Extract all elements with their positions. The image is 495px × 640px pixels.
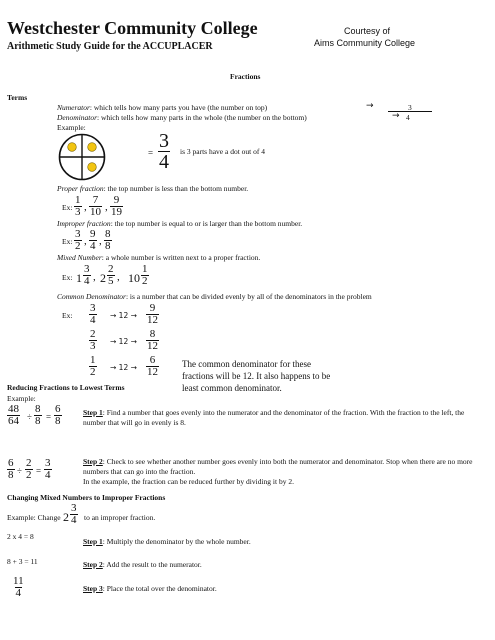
- improper-fraction: [74, 229, 82, 252]
- numerator-arrow-icon: →: [366, 101, 374, 111]
- change-step1-text: : Multiply the denominator by the whole number.: [102, 537, 251, 546]
- changing-example-pre: Example: Change: [7, 513, 61, 522]
- proper-fraction: [110, 195, 123, 218]
- reducing-example-label: Example:: [7, 394, 36, 403]
- terms-heading: Terms: [7, 93, 28, 102]
- fraction-numerator: 3: [45, 457, 51, 469]
- reduce-fraction: [25, 458, 33, 481]
- reducing-heading: Reducing Fractions to Lowest Terms: [7, 383, 125, 392]
- change-mixed-whole: 2: [63, 510, 69, 524]
- proper-text: : the top number is less than the bottom number.: [103, 184, 249, 193]
- fraction-numerator: 3: [71, 502, 77, 514]
- reduce-fraction: [44, 458, 52, 481]
- change-step2-label: Step 2: [83, 560, 103, 569]
- common-definition: [57, 292, 372, 301]
- fraction-denominator: 2: [26, 469, 32, 481]
- common-arrow-icon: → 12 →: [110, 337, 137, 346]
- mixed-label: Mixed Number: [57, 253, 102, 262]
- fraction-denominator: 4: [15, 587, 22, 599]
- mixed-fraction: [107, 264, 115, 287]
- comma: ,: [84, 201, 87, 213]
- step2-label: Step 2: [83, 457, 103, 466]
- fraction-denominator: 5: [108, 275, 114, 287]
- fraction-denominator: 3: [75, 206, 81, 218]
- numerator-definition: [57, 103, 267, 112]
- side-numerator: 3: [408, 103, 412, 112]
- divide-sign: ÷: [27, 412, 32, 422]
- fraction-denominator: 8: [8, 469, 14, 481]
- equals-sign: =: [36, 466, 42, 476]
- big-fraction: [158, 131, 170, 172]
- step1-reduce: [83, 408, 488, 428]
- fraction-numerator: 8: [149, 328, 156, 340]
- fraction-denominator: 2: [75, 240, 81, 252]
- college-title: Westchester Community College: [7, 18, 258, 38]
- fraction-numerator: 9: [149, 302, 156, 314]
- courtesy-line-1: Courtesy of: [344, 26, 391, 36]
- denominator-arrow-icon: →: [392, 111, 400, 121]
- common-text: : is a number that can be divided evenly by all of the denominators in the problem: [125, 292, 372, 301]
- fraction-denominator: 12: [147, 314, 158, 326]
- fraction-numerator: 11: [13, 575, 24, 587]
- improper-fraction: [104, 229, 112, 252]
- fraction-numerator: 48: [8, 403, 19, 415]
- fraction-numerator: 2: [90, 328, 96, 340]
- fraction-numerator: 1: [75, 194, 81, 206]
- fraction-denominator: 2: [142, 275, 148, 287]
- calc-add: 8 + 3 = 11: [7, 557, 38, 566]
- common-result-fraction: [146, 303, 159, 326]
- change-step3: [83, 584, 217, 593]
- divide-sign: ÷: [17, 466, 22, 476]
- common-result-fraction: [146, 329, 159, 352]
- section-title: Fractions: [230, 72, 261, 81]
- common-label: Common Denominator: [57, 292, 126, 301]
- changing-heading: Changing Mixed Numbers to Improper Fractions: [7, 493, 166, 502]
- fraction-denominator: 4: [45, 469, 51, 481]
- fraction-denominator: 2: [90, 366, 96, 378]
- numerator-label: Numerator: [57, 103, 90, 112]
- fraction-denominator: 4: [84, 275, 90, 287]
- fraction-numerator: 6: [55, 403, 61, 415]
- terms-equals: =: [148, 148, 154, 158]
- fraction-numerator: 8: [105, 228, 111, 240]
- change-step1-label: Step 1: [83, 537, 103, 546]
- common-arrow-icon: → 12 →: [110, 363, 137, 372]
- change-mixed-fraction: [70, 503, 78, 526]
- step2-reduce: [83, 457, 488, 477]
- fraction-denominator: 19: [111, 206, 122, 218]
- fraction-numerator: 1: [90, 354, 96, 366]
- proper-label: Proper fraction: [57, 184, 104, 193]
- fraction-numerator: 1: [142, 263, 148, 275]
- denominator-text: : which tells how many parts in the whole (the number on the bottom): [97, 113, 307, 122]
- courtesy-line-2: Aims Community College: [314, 38, 416, 48]
- equals-sign: =: [46, 412, 52, 422]
- big-numerator: 3: [159, 130, 169, 152]
- change-step3-label: Step 3: [83, 584, 103, 593]
- fraction-denominator: 12: [147, 366, 158, 378]
- fraction-numerator: 2: [108, 263, 114, 275]
- improper-result-fraction: [12, 576, 25, 599]
- numerator-text: : which tells how many parts you have (the number on top): [89, 103, 268, 112]
- improper-fraction: [89, 229, 97, 252]
- mixed-definition: [57, 253, 260, 262]
- mixed-ex-label: Ex:: [62, 273, 73, 282]
- side-denominator: 4: [406, 113, 410, 122]
- proper-definition: [57, 184, 248, 193]
- common-fraction: [89, 329, 97, 352]
- reduce-fraction: [54, 404, 62, 427]
- fraction-denominator: 3: [90, 340, 96, 352]
- step2-text: : Check to see whether another number goes evenly into both the numerator and denominator. Stop when there are no more numbers that can go into the fraction.: [83, 457, 473, 476]
- comma: ,: [99, 235, 102, 247]
- common-denominator-note: The common denominator for these fractions will be 12. It also happens to be least common denominator.: [182, 359, 331, 393]
- changing-example-post: to an improper fraction.: [84, 513, 156, 522]
- common-fraction: [89, 303, 97, 326]
- improper-text: : the top number is equal to or is larger than the bottom number.: [110, 219, 303, 228]
- mixed-fraction: [83, 264, 91, 287]
- denominator-label: Denominator: [57, 113, 97, 122]
- step1-label: Step 1: [83, 408, 103, 417]
- mixed-text: : a whole number is written next to a proper fraction.: [101, 253, 261, 262]
- fraction-numerator: 3: [84, 263, 90, 275]
- mixed-fraction: [141, 264, 149, 287]
- fraction-denominator: 8: [105, 240, 111, 252]
- change-step3-text: : Place the total over the denominator.: [102, 584, 217, 593]
- step1-text: : Find a number that goes evenly into the numerator and the denominator of the fraction. With the fraction to the left, the number that will go in evenly is 8.: [83, 408, 465, 427]
- comma: ,: [117, 271, 120, 283]
- common-ex-label: Ex:: [62, 311, 73, 320]
- calc-multiply: 2 x 4 = 8: [7, 532, 34, 541]
- fraction-numerator: 3: [75, 228, 81, 240]
- fraction-denominator: 4: [90, 314, 96, 326]
- fraction-denominator: 8: [35, 415, 41, 427]
- fraction-numerator: 2: [26, 457, 32, 469]
- reduce-fraction: [7, 458, 15, 481]
- fraction-numerator: 6: [8, 457, 14, 469]
- mixed-whole: 1: [76, 271, 82, 285]
- change-step2-text: : Add the result to the numerator.: [102, 560, 202, 569]
- fraction-numerator: 3: [90, 302, 96, 314]
- comma: ,: [93, 271, 96, 283]
- proper-ex-label: Ex:: [62, 203, 73, 212]
- common-arrow-icon: → 12 →: [110, 311, 137, 320]
- change-step1: [83, 537, 251, 546]
- common-result-fraction: [146, 355, 159, 378]
- fraction-denominator: 4: [90, 240, 96, 252]
- fraction-denominator: 8: [55, 415, 61, 427]
- improper-label: Improper fraction: [57, 219, 111, 228]
- fraction-numerator: 8: [35, 403, 41, 415]
- mixed-whole: 10: [128, 271, 140, 285]
- proper-fraction: [89, 195, 102, 218]
- fraction-denominator: 4: [71, 514, 77, 526]
- reduce-fraction: [34, 404, 42, 427]
- improper-ex-label: Ex:: [62, 237, 73, 246]
- fraction-denominator: 64: [8, 415, 19, 427]
- change-step2: [83, 560, 202, 569]
- quartered-circle-icon: [57, 132, 107, 182]
- fraction-numerator: 9: [113, 194, 120, 206]
- improper-definition: [57, 219, 302, 228]
- big-fraction-caption: is 3 parts have a dot out of 4: [180, 147, 265, 156]
- comma: ,: [84, 235, 87, 247]
- denominator-definition: [57, 113, 307, 122]
- comma: ,: [105, 201, 108, 213]
- fraction-numerator: 6: [149, 354, 156, 366]
- terms-example-label: Example:: [57, 123, 86, 132]
- big-denominator: 4: [159, 151, 169, 173]
- fraction-denominator: 10: [90, 206, 101, 218]
- common-fraction: [89, 355, 97, 378]
- proper-fraction: [74, 195, 82, 218]
- guide-subtitle: Arithmetic Study Guide for the ACCUPLACER: [7, 41, 213, 52]
- fraction-numerator: 9: [90, 228, 96, 240]
- fraction-denominator: 12: [147, 340, 158, 352]
- reduce-fraction: [7, 404, 20, 427]
- mixed-whole: 2: [100, 271, 106, 285]
- step2-text-2: In the example, the fraction can be reduced further by dividing it by 2.: [83, 477, 294, 486]
- fraction-numerator: 7: [92, 194, 99, 206]
